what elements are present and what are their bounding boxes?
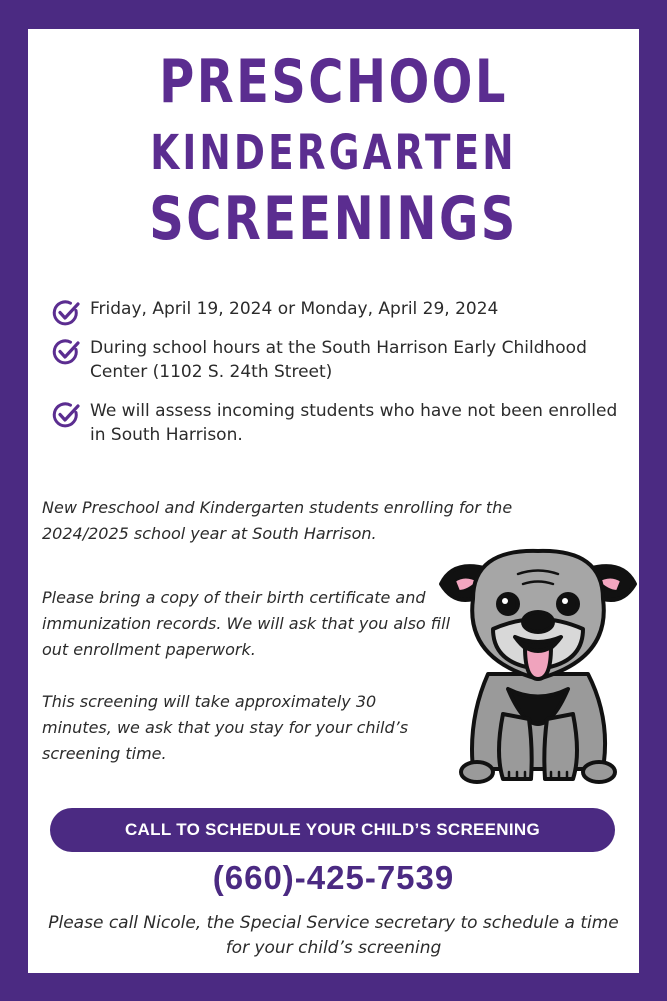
bullet-text: Friday, April 19, 2024 or Monday, April 29, 2024 xyxy=(90,299,499,319)
contact-note: Please call Nicole, the Special Service secretary to schedule a time for your child’s screening xyxy=(48,913,619,958)
title-line-screenings: SCREENINGS xyxy=(149,184,518,254)
bullet-text: During school hours at the South Harrison Early Childhood Center (1102 S. 24th Street) xyxy=(90,338,587,382)
phone-number-link[interactable]: (660)-425-7539 xyxy=(212,859,455,896)
flyer-card xyxy=(28,29,639,973)
title-line-preschool: PRESCHOOL xyxy=(159,47,508,117)
documents-paragraph: Please bring a copy of their birth certificate and immunization records. We will ask that you also fill out enrollment paperwork. xyxy=(42,588,451,659)
bullet-text: We will assess incoming students who have not been enrolled in South Harrison. xyxy=(90,401,618,445)
check-circle-icon xyxy=(50,297,82,329)
info-bullet-list xyxy=(50,297,630,462)
call-to-schedule-button[interactable]: CALL TO SCHEDULE YOUR CHILD’S SCREENING xyxy=(50,808,615,852)
enrollment-paragraph: New Preschool and Kindergarten students enrolling for the 2024/2025 school year at South Harrison. xyxy=(42,498,513,543)
check-circle-icon xyxy=(50,336,82,368)
bullet-assessment xyxy=(50,399,630,447)
duration-paragraph: This screening will take approximately 30 minutes, we ask that you stay for your child’s screening time. xyxy=(42,692,409,763)
check-circle-icon xyxy=(50,399,82,431)
bullet-location xyxy=(50,336,630,384)
bullet-date xyxy=(50,297,630,321)
bulldog-mascot-illustration xyxy=(433,529,643,794)
title-line-kindergarten: KINDERGARTEN xyxy=(150,125,517,181)
